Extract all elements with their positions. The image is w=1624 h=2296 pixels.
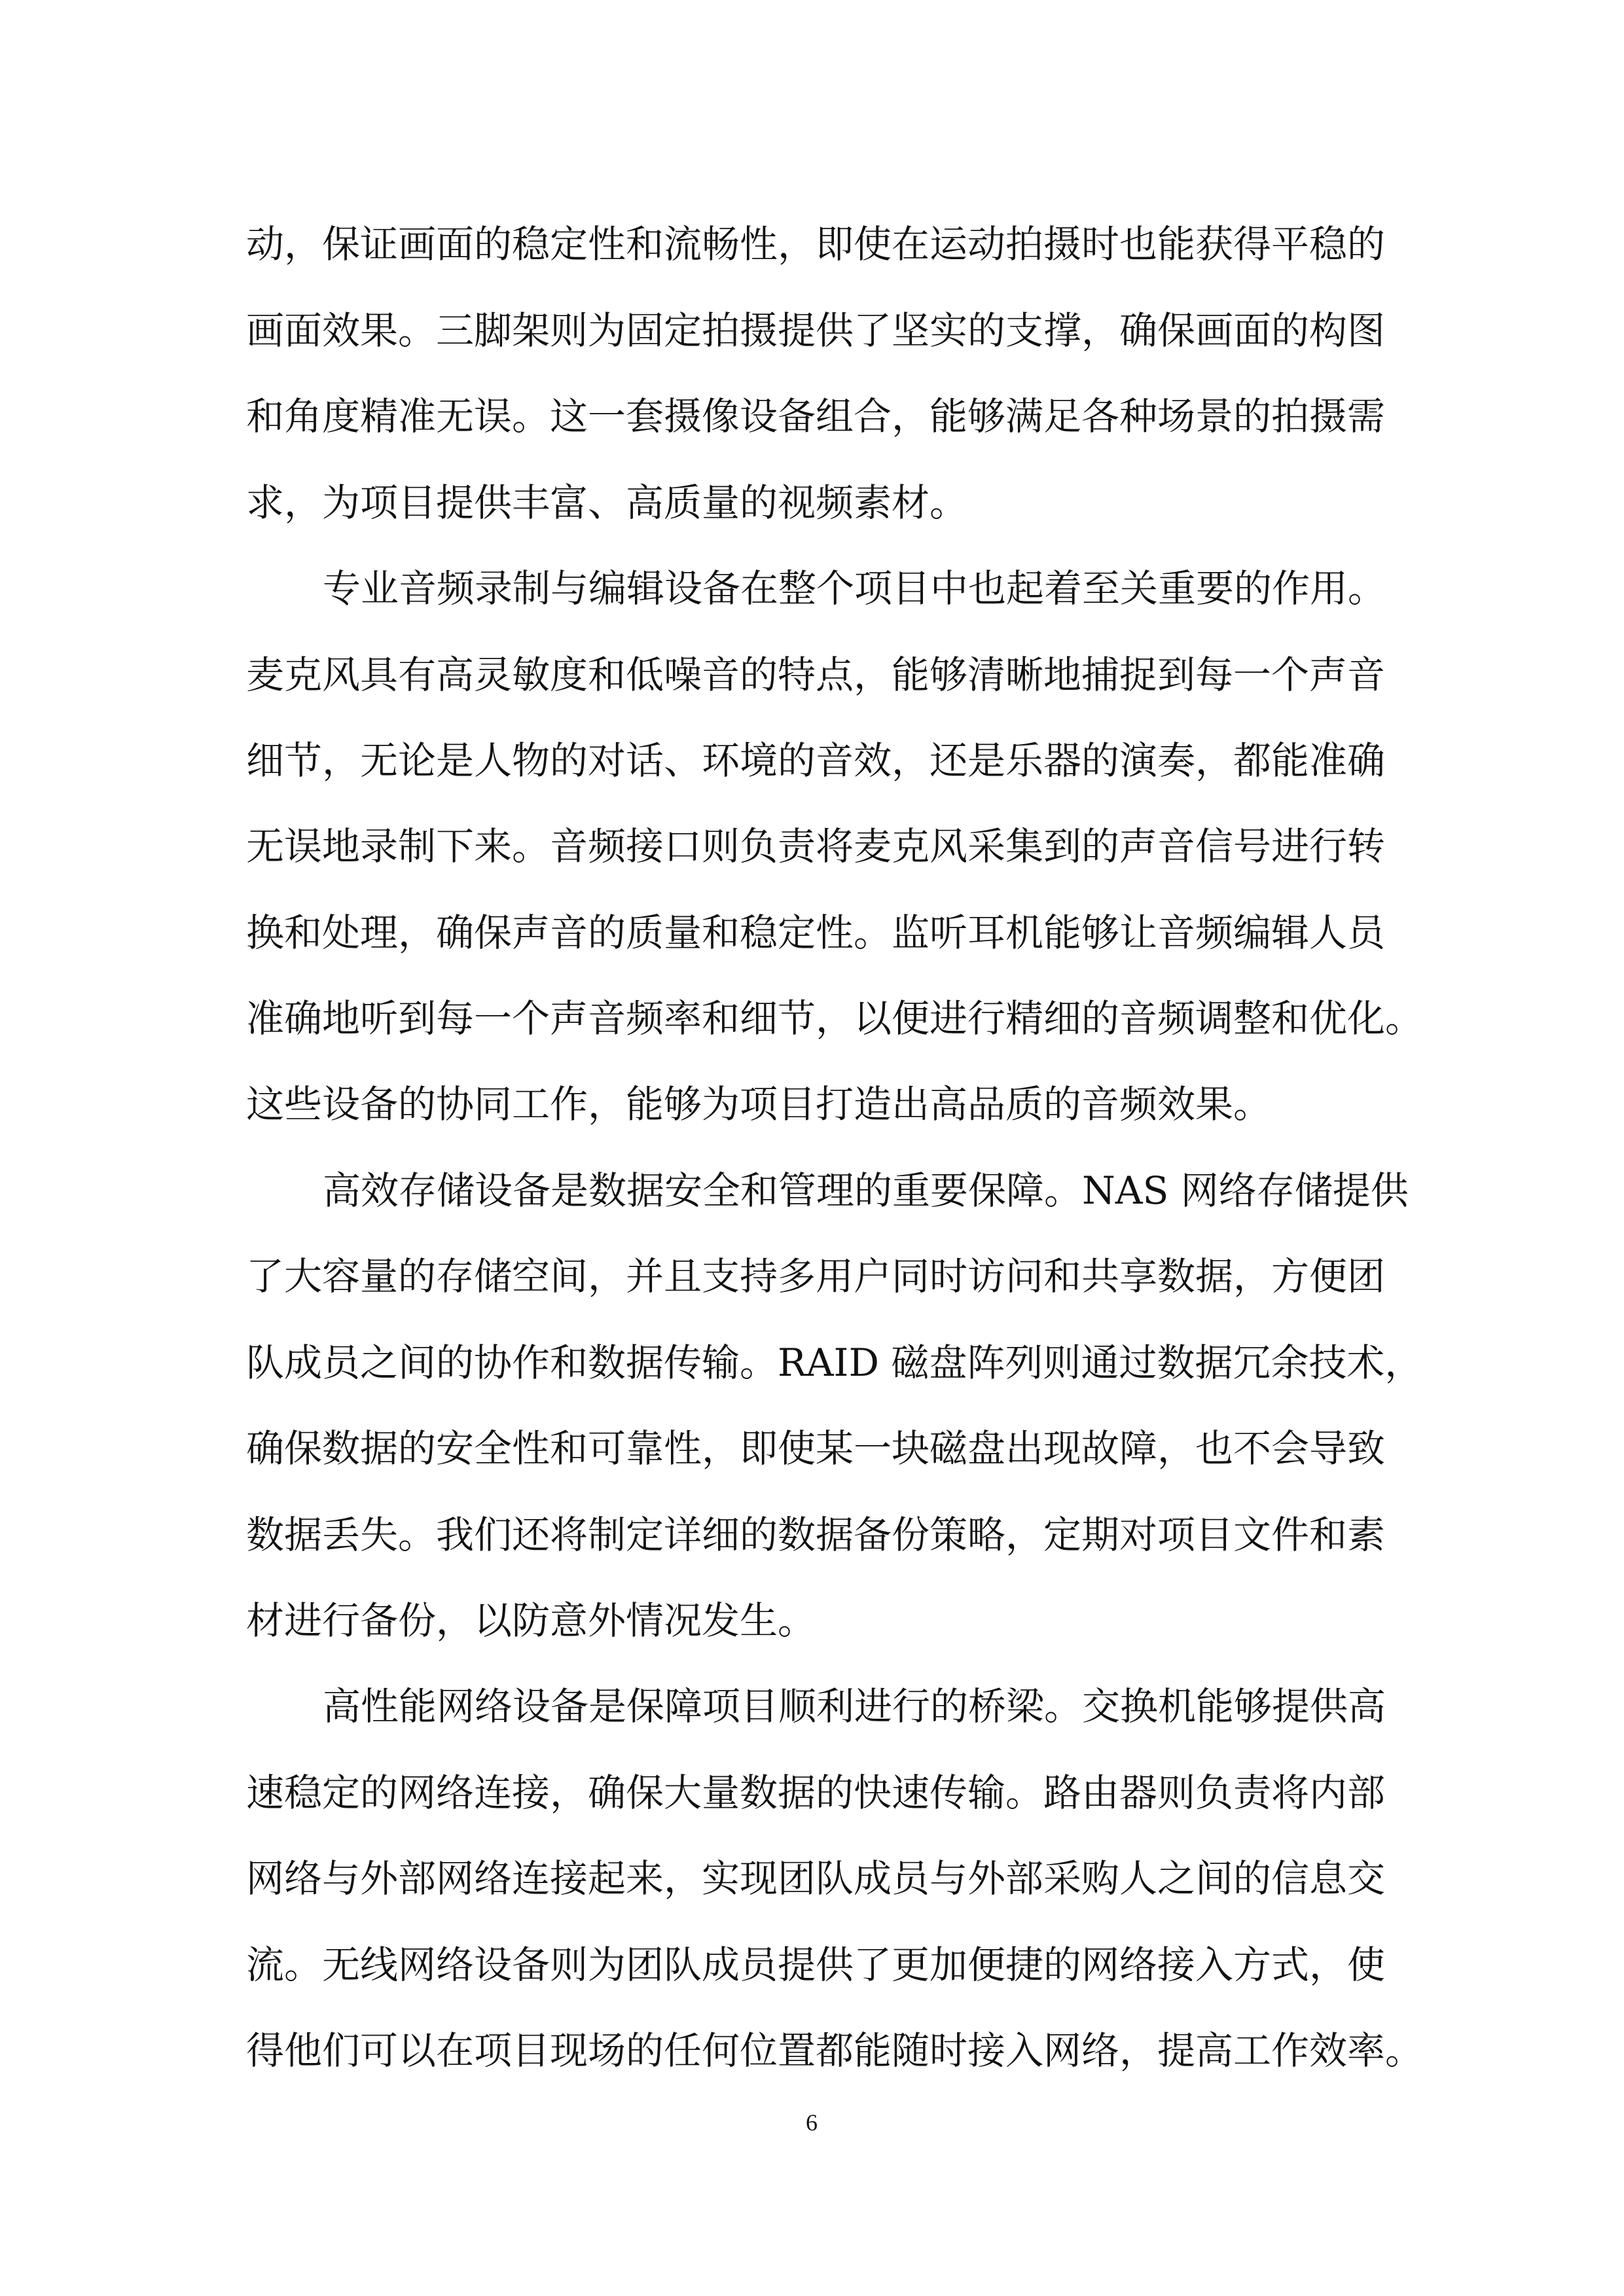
paragraph-2-line-3: 细节，无论是人物的对话、环境的音效，还是乐器的演奏，都能准确 — [246, 738, 1386, 783]
paragraph-1-line-1: 动，保证画面的稳定性和流畅性，即使在运动拍摄时也能获得平稳的 — [246, 222, 1386, 266]
paragraph-4-line-3: 网络与外部网络连接起来，实现团队成员与外部采购人之间的信息交 — [246, 1856, 1386, 1901]
paragraph-3-line-1: 高效存储设备是数据安全和管理的重要保障。NAS 网络存储提供 — [323, 1168, 1409, 1213]
paragraph-4-line-4: 流。无线网络设备则为团队成员提供了更加便捷的网络接入方式，使 — [246, 1943, 1386, 1987]
paragraph-4-line-5: 得他们可以在项目现场的任何位置都能随时接入网络，提高工作效率。 — [246, 2028, 1424, 2073]
paragraph-4-line-1: 高性能网络设备是保障项目顺利进行的桥梁。交换机能够提供高 — [323, 1684, 1386, 1729]
paragraph-1-line-3: 和角度精准无误。这一套摄像设备组合，能够满足各种场景的拍摄需 — [246, 394, 1386, 439]
paragraph-3-line-6: 材进行备份，以防意外情况发生。 — [246, 1598, 816, 1643]
page-number: 6 — [806, 2109, 818, 2136]
paragraph-4-line-2: 速稳定的网络连接，确保大量数据的快速传输。路由器则负责将内部 — [246, 1770, 1386, 1815]
paragraph-3-line-5: 数据丢失。我们还将制定详细的数据备份策略，定期对项目文件和素 — [246, 1513, 1386, 1557]
paragraph-2-line-6: 准确地听到每一个声音频率和细节，以便进行精细的音频调整和优化。 — [246, 996, 1424, 1041]
paragraph-2-line-4: 无误地录制下来。音频接口则负责将麦克风采集到的声音信号进行转 — [246, 824, 1386, 869]
paragraph-2-line-2: 麦克风具有高灵敏度和低噪音的特点，能够清晰地捕捉到每一个声音 — [246, 653, 1386, 697]
paragraph-3-line-4: 确保数据的安全性和可靠性，即使某一块磁盘出现故障，也不会导致 — [246, 1426, 1386, 1471]
paragraph-1-line-2: 画面效果。三脚架则为固定拍摄提供了坚实的支撑，确保画面的构图 — [246, 308, 1386, 353]
paragraph-3-line-2: 了大容量的存储空间，并且支持多用户同时访问和共享数据，方便团 — [246, 1254, 1386, 1299]
paragraph-2-line-7: 这些设备的协同工作，能够为项目打造出高品质的音频效果。 — [246, 1082, 1272, 1126]
paragraph-2-line-1: 专业音频录制与编辑设备在整个项目中也起着至关重要的作用。 — [323, 566, 1386, 611]
paragraph-3-line-3: 队成员之间的协作和数据传输。RAID 磁盘阵列则通过数据冗余技术， — [246, 1340, 1423, 1385]
paragraph-2-line-5: 换和处理，确保声音的质量和稳定性。监听耳机能够让音频编辑人员 — [246, 910, 1386, 955]
paragraph-1-line-4: 求，为项目提供丰富、高质量的视频素材。 — [246, 480, 968, 525]
